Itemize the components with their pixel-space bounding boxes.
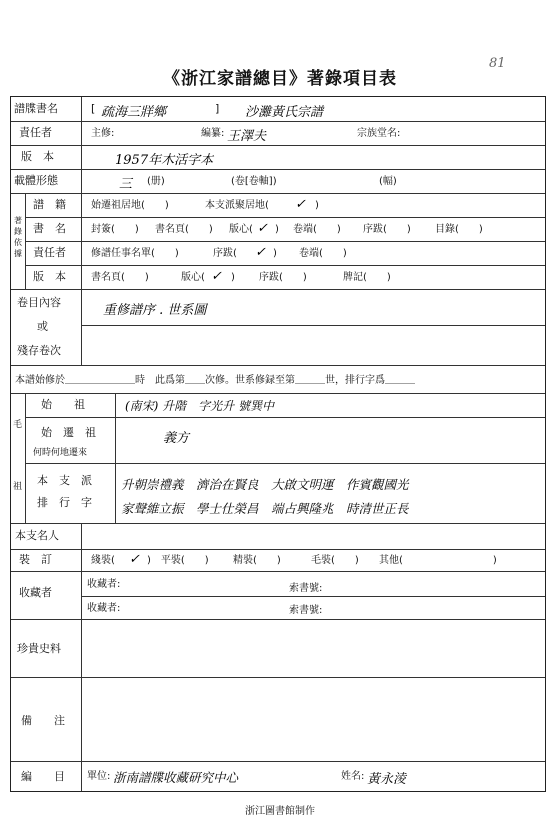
binding-mao: 毛裝( ) bbox=[311, 555, 359, 566]
edition-handwritten: 1957年木活字本 bbox=[115, 153, 214, 168]
sub-ed-item-5: 序跋( ) bbox=[259, 272, 307, 283]
sub-resp-item-4: ) bbox=[273, 248, 277, 259]
founder-label: 始 祖 bbox=[41, 398, 85, 411]
sub-puji-item-4: ) bbox=[315, 200, 319, 211]
sub-title-item-2: 書名頁( ) bbox=[155, 224, 213, 235]
sub-puji-item-2: 本支派聚居地( bbox=[205, 200, 269, 211]
catalog-label: 編 目 bbox=[21, 770, 65, 783]
responsibility-label: 責任者 bbox=[19, 126, 52, 139]
physical-label: 載體形態 bbox=[14, 174, 58, 187]
catalog-form bbox=[10, 96, 546, 792]
migrant-sub-label: 何時何地遷來 bbox=[33, 448, 88, 458]
contents-label-3: 殘存卷次 bbox=[17, 344, 61, 357]
sub-ed-item-1: 書名頁( ) bbox=[91, 272, 149, 283]
pudie-name-label: 譜牒書名 bbox=[14, 102, 58, 115]
sub-title-item-3: 版心( bbox=[229, 224, 253, 235]
holder-1-label: 收藏者: bbox=[87, 579, 121, 590]
sub-label-title: 書 名 bbox=[33, 222, 66, 235]
catalog-name-handwritten: 黃永淩 bbox=[367, 772, 407, 787]
checkmark: ✓ bbox=[129, 552, 140, 567]
sub-ed-item-2: 版心( bbox=[181, 272, 205, 283]
checkmark: ✓ bbox=[255, 245, 266, 260]
branch-label-2: 排 行 字 bbox=[37, 496, 92, 509]
remarks-label: 備 注 bbox=[21, 714, 65, 727]
sub-title-item-8: 目錄( ) bbox=[435, 224, 483, 235]
branch-people-label: 本支名人 bbox=[15, 529, 59, 542]
sub-ed-item-4: ) bbox=[231, 272, 235, 283]
sub-label-puji: 譜 籍 bbox=[33, 198, 66, 211]
sub-label-resp: 責任者 bbox=[33, 246, 66, 259]
ancestor-side-bottom: 祖 bbox=[13, 482, 23, 492]
footer: 浙江圖書館制作 bbox=[245, 806, 315, 817]
catalog-unit-label: 單位: bbox=[87, 771, 111, 782]
generation-line-1: 升朝崇禮義 濟治在賢良 大啟文明運 作賓觀國光 bbox=[121, 477, 409, 492]
catalog-unit-handwritten: 浙南譜牒收藏研究中心 bbox=[113, 770, 239, 785]
catalog-name-label: 姓名: bbox=[341, 771, 365, 782]
compiler-label: 編纂: bbox=[201, 128, 225, 139]
holder-2-label: 收藏者: bbox=[87, 603, 121, 614]
checkmark: ✓ bbox=[295, 197, 306, 212]
migrant-label: 始 遷 祖 bbox=[41, 426, 96, 439]
sub-title-item-1: 封簽( ) bbox=[91, 224, 139, 235]
call-number-1-label: 索書號: bbox=[289, 583, 323, 594]
sub-resp-item-5: 卷端( ) bbox=[299, 248, 347, 259]
fu-label: (幅) bbox=[379, 176, 397, 187]
binding-threading: 綫裝( bbox=[91, 555, 115, 566]
page-number: 81 bbox=[489, 56, 506, 71]
history-label: 珍貴史料 bbox=[17, 642, 61, 655]
sub-ed-item-6: 牌記( ) bbox=[343, 272, 391, 283]
sub-title-item-6: 卷端( ) bbox=[293, 224, 341, 235]
ce-label: (册) bbox=[147, 176, 165, 187]
clan-hall-label: 宗族堂名: bbox=[357, 128, 401, 139]
binding-label: 裝 訂 bbox=[19, 553, 52, 566]
contents-handwritten: 重修譜序 . 世系圖 bbox=[103, 303, 207, 318]
sub-title-item-5: ) bbox=[275, 224, 279, 235]
sub-resp-item-1: 修譜任事名單( ) bbox=[91, 248, 179, 259]
bracket-open: [ bbox=[91, 102, 96, 115]
holders-label: 收藏者 bbox=[19, 586, 52, 599]
checkmark: ✓ bbox=[211, 269, 222, 284]
pudie-name-handwritten: 沙灘黃氏宗譜 bbox=[245, 105, 324, 120]
checkmark: ✓ bbox=[257, 221, 268, 236]
edition-label: 版 本 bbox=[21, 150, 54, 163]
contents-label-1: 卷目內容 bbox=[17, 296, 61, 309]
ancestor-side-top: 毛 bbox=[13, 420, 23, 430]
place-handwritten: 疏海三牂鄉 bbox=[101, 105, 167, 120]
binding-ping: ) 平裝( ) bbox=[147, 555, 209, 566]
contents-label-2: 或 bbox=[37, 320, 48, 333]
binding-jing: 精裝( ) bbox=[233, 555, 281, 566]
editor-main-label: 主修: bbox=[91, 128, 115, 139]
revision-text: 本譜始修於＿＿＿＿＿＿＿時 此爲第＿＿次修。世系修録至第＿＿＿世，排行字爲＿＿＿ bbox=[15, 375, 415, 386]
migrant-handwritten: 義方 bbox=[163, 431, 190, 446]
sub-title-item-7: 序跋( ) bbox=[363, 224, 411, 235]
sub-label-edition: 版 本 bbox=[33, 270, 66, 283]
binding-other: 其他( ) bbox=[379, 555, 497, 566]
sub-resp-item-2: 序跋( bbox=[213, 248, 237, 259]
basis-side-label: 著錄依據 bbox=[14, 216, 22, 258]
juan-label: (卷[卷軸]) bbox=[231, 176, 277, 187]
compiler-handwritten: 王澤夫 bbox=[227, 129, 267, 144]
sub-puji-item-1: 始遷祖居地( ) bbox=[91, 200, 169, 211]
call-number-2-label: 索書號: bbox=[289, 605, 323, 616]
form-title: 《浙江家譜總目》著錄項目表 bbox=[163, 69, 397, 89]
founder-handwritten: (南宋) 升階 字光升 號巽中 bbox=[125, 399, 274, 413]
generation-line-2: 家聲維立振 學士仕榮昌 端占興隆兆 時清世正長 bbox=[121, 501, 409, 516]
volume-count-handwritten: 三 bbox=[119, 177, 133, 192]
branch-label-1: 本 支 派 bbox=[37, 474, 92, 487]
bracket-close: ] bbox=[215, 102, 220, 115]
